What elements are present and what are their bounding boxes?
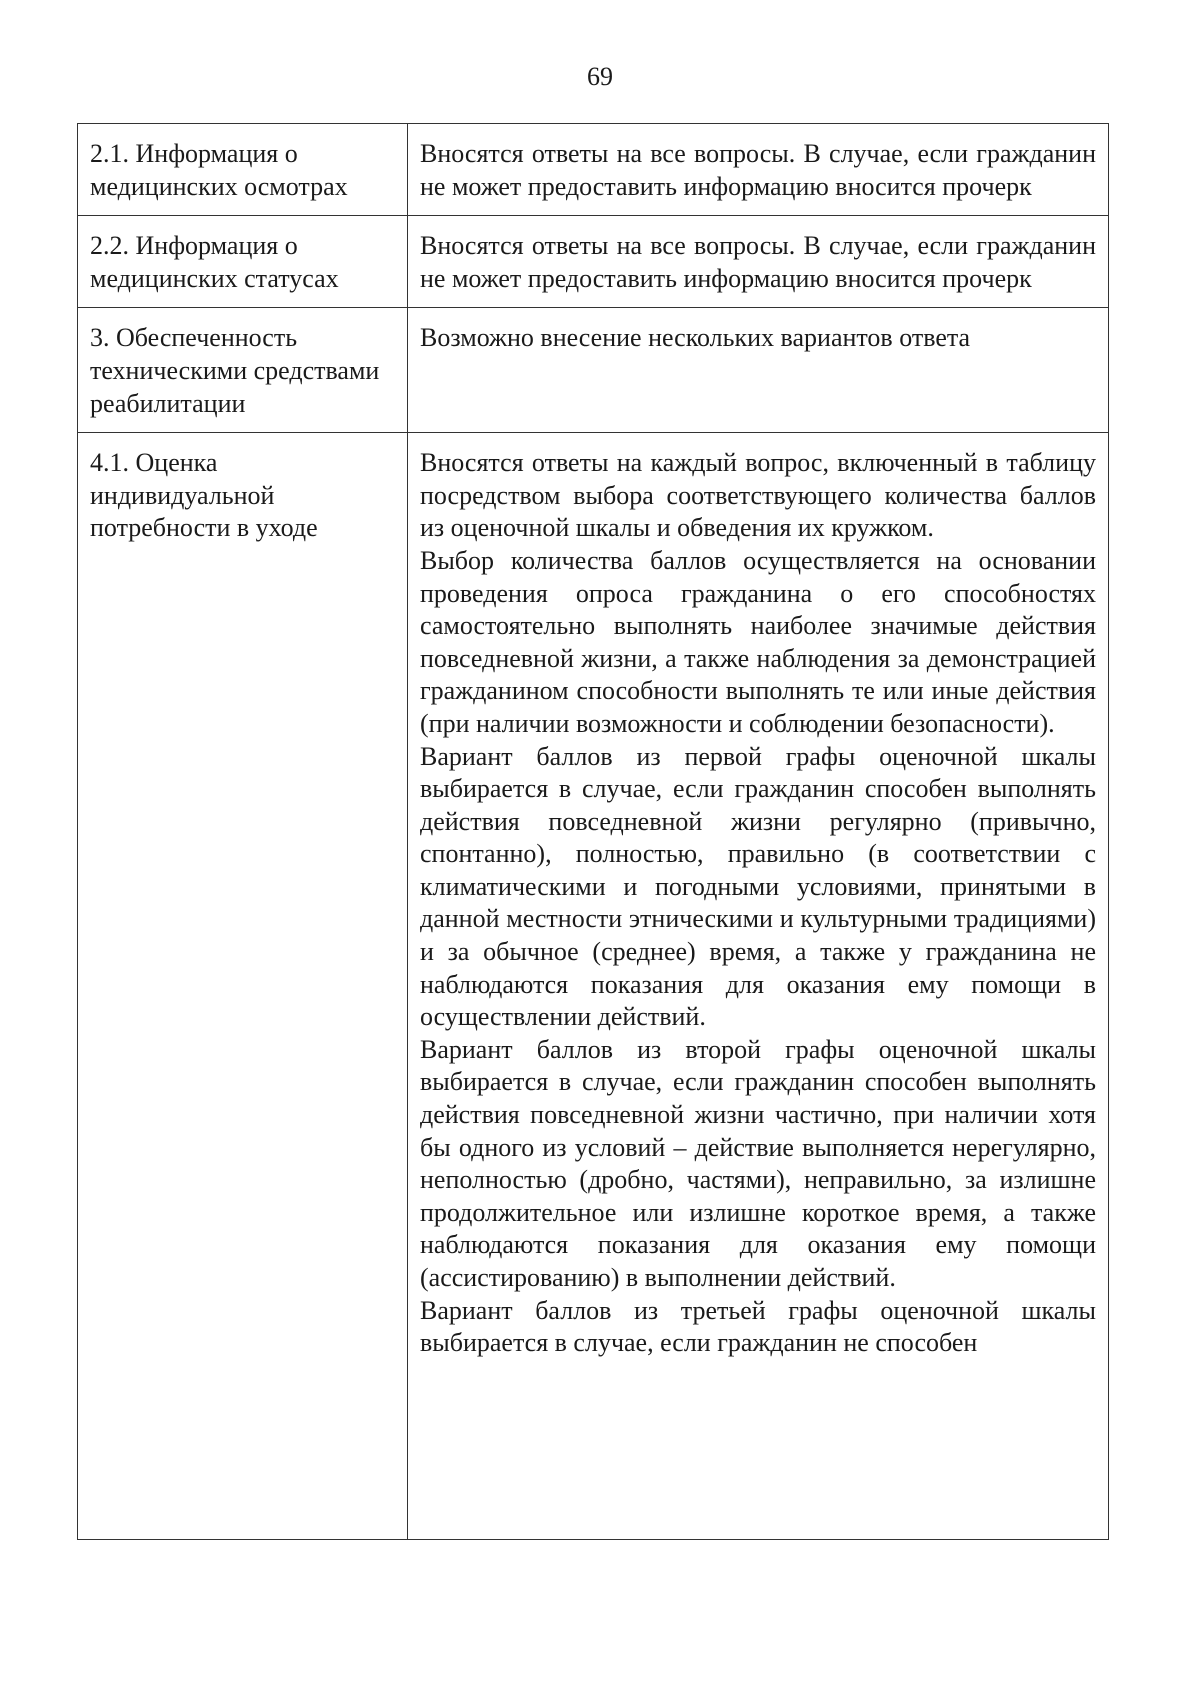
table-row xyxy=(78,216,1109,308)
row-text-2-1 xyxy=(408,124,1109,216)
table-row xyxy=(78,308,1109,433)
paragraph: Вариант баллов из третьей графы оценочной шкалы выбирается в случае, если гражданин не способен xyxy=(420,1295,1096,1358)
paragraph: Выбор количества баллов осуществляется на основании проведения опроса гражданина о его способностях самостоятельно выполнять наиболее значимые действия повседневной жизни, а также наблюдения за демонстрацией гражданином способности выполнять те или иные действия (при наличии возможности и соблюдении безопасности). xyxy=(420,545,1096,738)
table-row xyxy=(78,433,1109,1540)
row-text-3 xyxy=(408,308,1109,433)
row-label-2-2: 2.2. Информация о медицинских статусах xyxy=(78,216,408,308)
table-row xyxy=(78,124,1109,216)
row-label-4-1: 4.1. Оценка индивидуальной потребности в уходе xyxy=(78,433,408,1540)
paragraph: Вариант баллов из второй графы оценочной шкалы выбирается в случае, если гражданин способен выполнять действия повседневной жизни частично, при наличии хотя бы одного из условий – действие выполняется нерегулярно, неполностью (дробно, частями), неправильно, за излишне продолжительное или излишне короткое время, а также наблюдаются показания для оказания ему помощи (ассистированию) в выполнении действий. xyxy=(420,1034,1096,1292)
paragraph: Вносятся ответы на все вопросы. В случае, если гражданин не может предоставить информацию вносится прочерк xyxy=(420,139,1096,201)
row-text-2-2 xyxy=(408,216,1109,308)
row-label-3: 3. Обеспеченность техническими средствами реабилитации xyxy=(78,308,408,433)
paragraph: Вариант баллов из первой графы оценочной шкалы выбирается в случае, если гражданин способен выполнять действия повседневной жизни регулярно (привычно, спонтанно), полностью, правильно (в соответствии с климатическими и погодными условиями, принятыми в данной местности этническими и культурными традициями) и за обычное (среднее) время, а также у гражданина не наблюдаются показания для оказания ему помощи в осуществлении действий. xyxy=(420,741,1096,1032)
paragraph: Возможно внесение нескольких вариантов ответа xyxy=(420,323,971,353)
row-label-2-1: 2.1. Информация о медицинских осмотрах xyxy=(78,124,408,216)
paragraph: Вносятся ответы на все вопросы. В случае, если гражданин не может предоставить информацию вносится прочерк xyxy=(420,231,1096,293)
paragraph: Вносятся ответы на каждый вопрос, включенный в таблицу посредством выбора соответствующего количества баллов из оценочной шкалы и обведения их кружком. xyxy=(420,448,1096,543)
page-number: 69 xyxy=(587,62,613,91)
row-text-4-1 xyxy=(408,433,1109,1540)
instructions-table xyxy=(77,123,1109,1540)
